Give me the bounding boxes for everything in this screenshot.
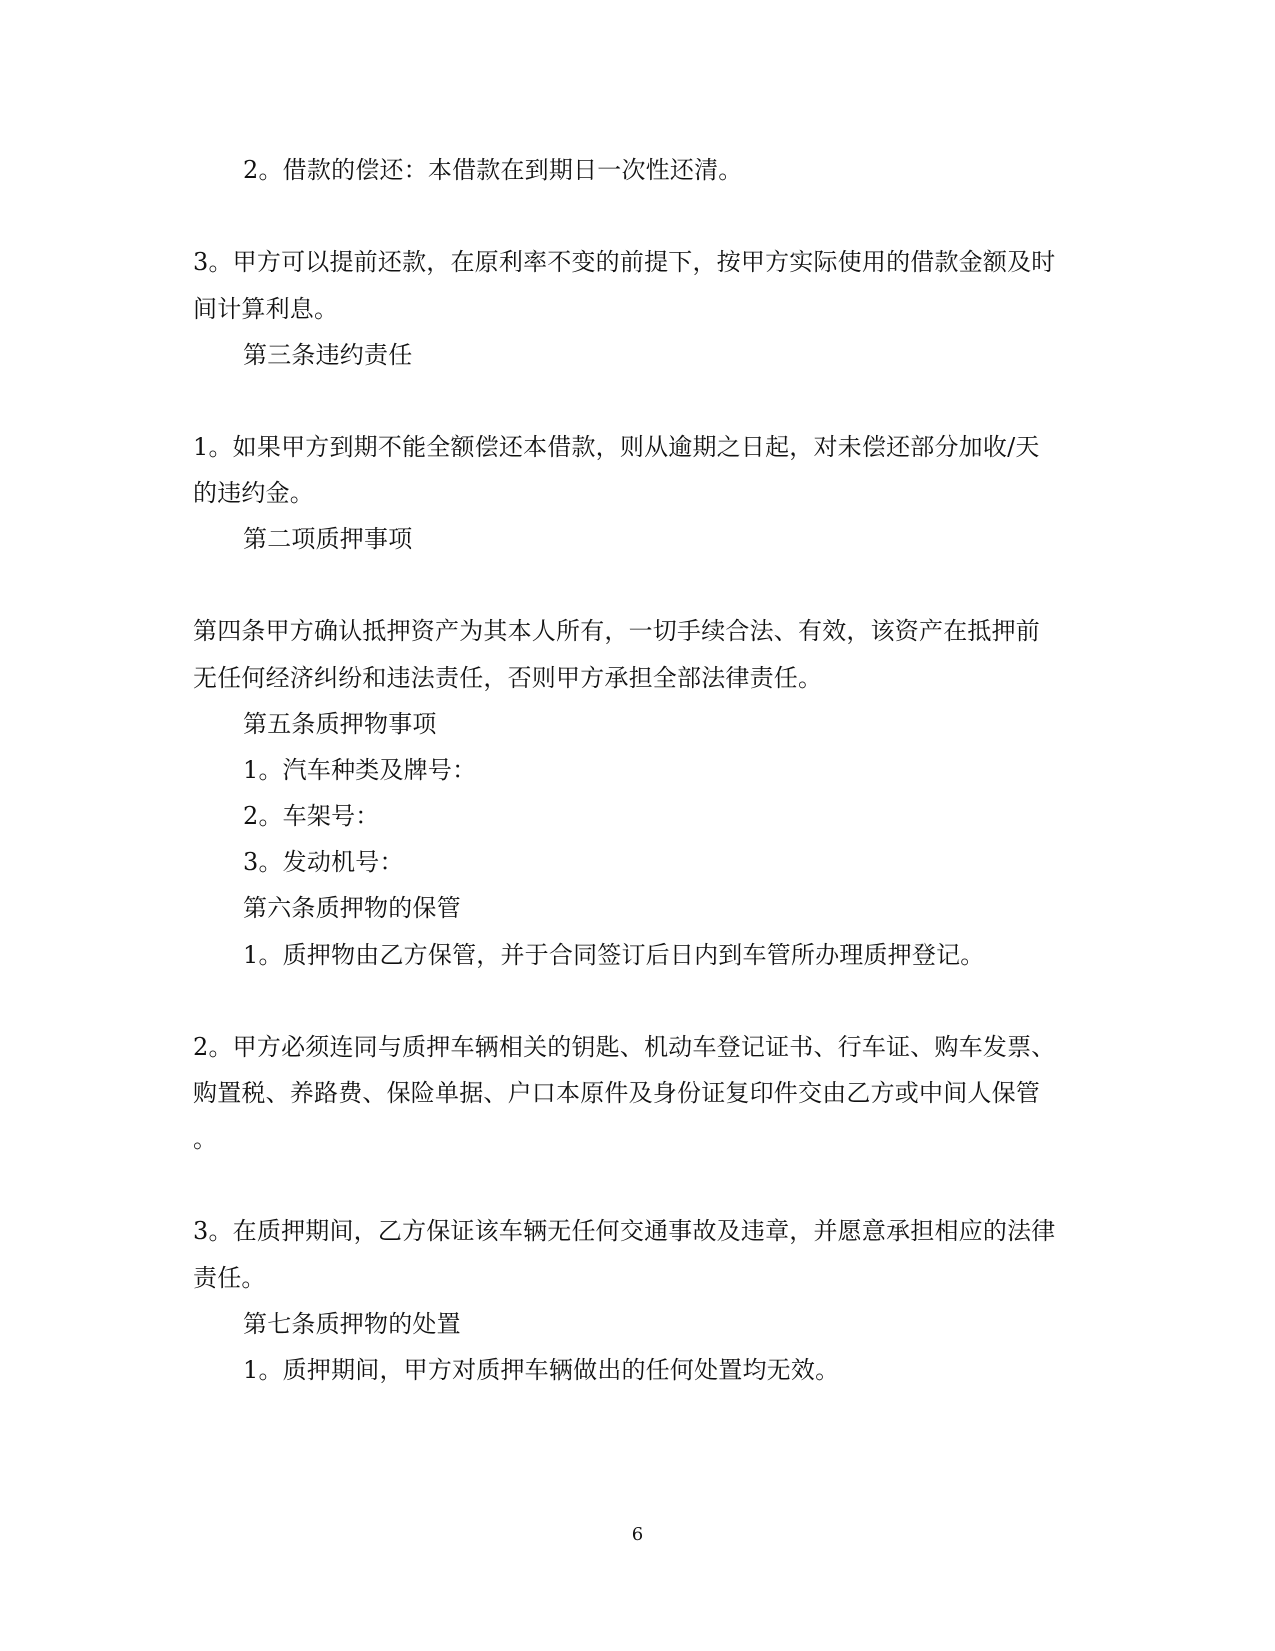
paragraph-line: 购置税、养路费、保险单据、户口本原件及身份证复印件交由乙方或中间人保管 [193,1079,1040,1107]
list-item: 3。发动机号： [243,848,404,876]
list-item: 1。汽车种类及牌号： [243,756,477,784]
page-number: 6 [631,1524,644,1545]
list-item: 1。质押期间，甲方对质押车辆做出的任何处置均无效。 [243,1356,840,1384]
paragraph-line: 间计算利息。 [193,295,339,323]
section-heading: 第三条违约责任 [243,341,413,369]
paragraph-line: 2。借款的偿还：本借款在到期日一次性还清。 [243,156,743,184]
list-item: 2。车架号： [243,802,380,830]
section-heading: 第五条质押物事项 [243,710,437,738]
list-item: 1。质押物由乙方保管，并于合同签订后日内到车管所办理质押登记。 [243,941,985,969]
paragraph-line: 第四条甲方确认抵押资产为其本人所有，一切手续合法、有效，该资产在抵押前 [193,617,1040,645]
section-heading: 第六条质押物的保管 [243,894,461,922]
paragraph-line: 3。在质押期间，乙方保证该车辆无任何交通事故及违章，并愿意承担相应的法律 [193,1217,1056,1245]
section-heading: 第七条质押物的处置 [243,1310,461,1338]
paragraph-line: 无任何经济纠纷和违法责任，否则甲方承担全部法律责任。 [193,664,823,692]
paragraph-line: 的违约金。 [193,479,314,507]
paragraph-line: 1。如果甲方到期不能全额偿还本借款，则从逾期之日起，对未偿还部分加收/天 [193,433,1040,461]
paragraph-line: 2。甲方必须连同与质押车辆相关的钥匙、机动车登记证书、行车证、购车发票、 [193,1033,1056,1061]
section-heading: 第二项质押事项 [243,525,413,553]
paragraph-line: 3。甲方可以提前还款，在原利率不变的前提下，按甲方实际使用的借款金额及时 [193,248,1056,276]
paragraph-line: 责任。 [193,1264,266,1292]
paragraph-line: 。 [193,1125,218,1153]
